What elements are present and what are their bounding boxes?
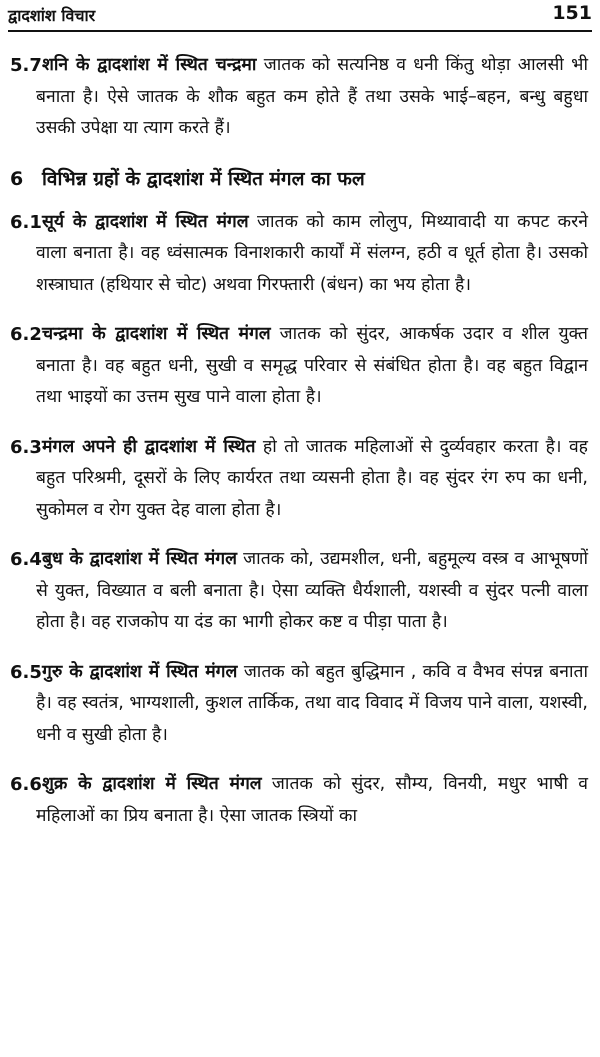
paragraph-6-1 xyxy=(10,207,588,302)
paragraph-body: हो तो जातक महिलाओं से दुर्व्यवहार करता है। वह बहुत परिश्रमी, दूसरों के लिए कार्यरत तथा व्यसनी होता है। वह सुंदर रंग रुप का धनी, सुकोमल व रोग युक्त देह वाला होता है। xyxy=(36,436,588,520)
section-number: 6.5 xyxy=(10,661,42,683)
running-title: द्वादशांश विचार xyxy=(8,6,96,25)
paragraph-body: जातक को, उद्यमशील, धनी, बहुमूल्य वस्त्र व आभूषणों से युक्त, विख्यात व बली बनाता है। ऐसा व्यक्ति धैर्यशाली, यशस्वी व सुंदर पत्नी वाला होता है। वह राजकोप या दंड का भागी होकर कष्ट व पीड़ा पाता है। xyxy=(36,549,588,632)
paragraph-6-2 xyxy=(10,319,588,414)
section-number: 6.4 xyxy=(10,549,42,570)
section-number: 6.2 xyxy=(10,324,42,345)
paragraph-body: जातक को काम लोलुप, मिथ्यावादी या कपट करने वाला बनाता है। वह ध्वंसात्मक विनाशकारी कार्यों में संलग्न, हठी व धूर्त होता है। उसको शस्त्राघात (हथियार से चोट) अथवा गिरफ्तारी (बंधन) का भय होता है। xyxy=(36,211,588,295)
section-heading-text: विभिन्न ग्रहों के द्वादशांश में स्थित मंगल का फल xyxy=(42,167,365,190)
section-number: 5.7 xyxy=(10,55,42,76)
paragraph-body: जातक को सुंदर, सौम्य, विनयी, मधुर भाषी व महिलाओं का प्रिय बनाता है। ऐसा जातक स्त्रियों का xyxy=(36,774,588,826)
paragraph-6-5 xyxy=(10,657,588,752)
section-number: 6.3 xyxy=(10,436,42,458)
paragraph-5-7 xyxy=(10,50,588,145)
paragraph-lead: चन्द्रमा के द्वादशांश में स्थित मंगल xyxy=(42,324,271,344)
section-heading-6 xyxy=(10,163,588,195)
paragraph-6-3 xyxy=(10,432,588,527)
paragraph-lead: शुक्र के द्वादशांश में स्थित मंगल xyxy=(42,774,262,794)
page-number: 151 xyxy=(552,2,592,24)
paragraph-lead: शनि के द्वादशांश में स्थित चन्द्रमा xyxy=(42,55,257,75)
section-number: 6.1 xyxy=(10,211,42,233)
paragraph-6-6 xyxy=(10,769,588,832)
page-content xyxy=(10,50,588,850)
paragraph-body: जातक को सत्यनिष्ठ व धनी किंतु थोड़ा आलसी भी बनाता है। ऐसे जातक के शौक बहुत कम होते हैं तथा उसके भाई–बहन, बन्धु बहुधा उसकी उपेक्षा या त्याग करते हैं। xyxy=(36,55,588,138)
section-number: 6.6 xyxy=(10,774,42,795)
section-number: 6 xyxy=(10,167,24,190)
paragraph-lead: सूर्य के द्वादशांश में स्थित मंगल xyxy=(42,211,249,232)
paragraph-6-4 xyxy=(10,544,588,639)
paragraph-body: जातक को बहुत बुद्धिमान , कवि व वैभव संपन्न बनाता है। वह स्वतंत्र, भाग्यशाली, कुशल तार्किक, तथा वाद विवाद में विजय पाने वाला, यशस्वी, धनी व सुखी होता है। xyxy=(36,661,588,745)
paragraph-lead: बुध के द्वादशांश में स्थित मंगल xyxy=(42,549,237,569)
running-header xyxy=(8,2,592,32)
paragraph-body: जातक को सुंदर, आकर्षक उदार व शील युक्त बनाता है। वह बहुत धनी, सुखी व समृद्ध परिवार से संबंधित होता है। वह बहुत विद्वान तथा भाइयों का उत्तम सुख पाने वाला होता है। xyxy=(36,324,588,407)
paragraph-lead: गुरु के द्वादशांश में स्थित मंगल xyxy=(42,661,238,682)
paragraph-lead: मंगल अपने ही द्वादशांश में स्थित xyxy=(42,436,256,457)
